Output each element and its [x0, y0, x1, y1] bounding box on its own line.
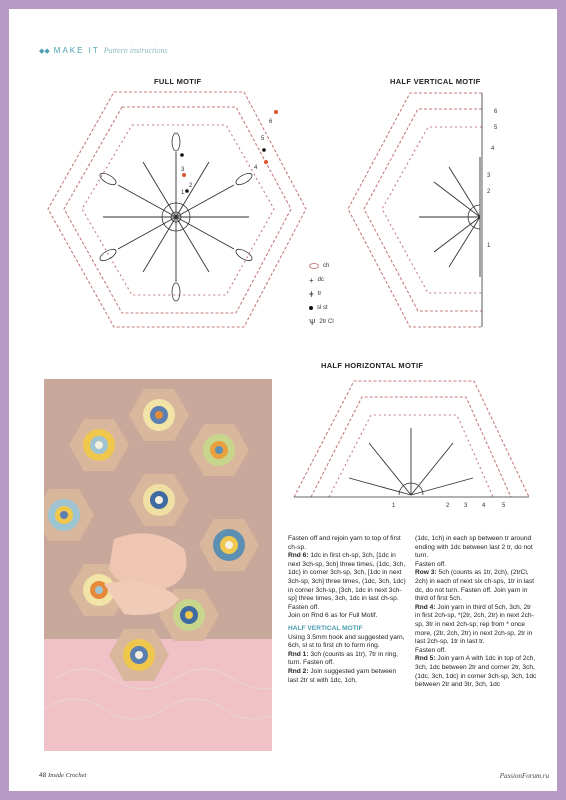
page-footer [39, 772, 86, 779]
legend-dc-label: dc [317, 277, 325, 283]
hv-label-5: 5 [494, 125, 498, 131]
page-number: 48 [39, 772, 47, 779]
col2-row3 [415, 569, 537, 603]
tr-icon: ǂ [309, 289, 314, 299]
legend-slst [309, 301, 334, 315]
hv-label-1: 1 [487, 243, 491, 249]
hv-label-4: 4 [491, 146, 495, 152]
row3-text: 5ch (counts as 1tr, 2ch), (2trCl, 2ch) in each of next six ch-sps, 1tr in last dc, do not turn. Fasten off. Join yarn in third of first 5ch. [415, 569, 535, 603]
full-motif-title: FULL MOTIF [154, 77, 202, 86]
crochet-cardigan-image [44, 379, 272, 751]
section-label: MAKE IT [53, 46, 100, 55]
hh-label-1: 1 [392, 503, 396, 509]
rnd6-label: Rnd 6: [288, 552, 309, 560]
hh-label-2: 2 [446, 503, 450, 509]
legend-2tr-label: 2tr Cl [319, 319, 334, 325]
full-label-5: 5 [261, 136, 265, 142]
hh-label-4: 4 [482, 503, 486, 509]
col2-p3: Fasten off. [415, 646, 447, 654]
full-label-2: 2 [189, 183, 193, 189]
stitch-legend [309, 259, 334, 329]
legend-dc [309, 273, 334, 287]
chain-icon [309, 263, 319, 269]
rnd2-label: Rnd 2: [288, 667, 309, 675]
rnd6-text: 1dc in first ch-sp, 3ch, [1dc in next 3ch-sp, 3ch] three times, (1dc, 3ch, 1dc) in corner 3ch-sp, 3ch, [1dc in next 3ch-sp, 3ch] three times, (1dc, 3ch, 1dc) in corner 3ch-sp, [3ch, 1dc in next 3ch-sp] three times, 3ch, 1dc in last ch-sp. [288, 552, 406, 603]
page-header [39, 46, 168, 55]
col1-rnd2 [288, 668, 408, 685]
legend-tr [309, 287, 334, 301]
col1-p2: Fasten off. [288, 603, 320, 611]
half-vertical-motif-title: HALF VERTICAL MOTIF [390, 77, 481, 86]
hv-label-3: 3 [487, 173, 491, 179]
rnd1-label: Rnd 1: [288, 650, 309, 658]
full-label-1: 1 [181, 190, 185, 196]
half-horizontal-motif-title: HALF HORIZONTAL MOTIF [321, 361, 424, 370]
half-vertical-motif-chart [344, 87, 504, 332]
row3-label: Row 3: [415, 569, 437, 577]
magazine-name: Inside Crochet [48, 772, 87, 779]
full-label-6: 6 [269, 119, 273, 125]
col2-p2: Fasten off. [415, 560, 447, 568]
instructions-column-1 [288, 535, 408, 685]
model-photo [44, 379, 272, 751]
site-watermark: PassionForum.ru [499, 772, 549, 780]
hv-label-2: 2 [487, 189, 491, 195]
dc-icon: + [309, 275, 314, 285]
col2-p1: (1dc, 1ch) in each sp between tr around ending with 1dc between last 2 tr, do not turn. [415, 535, 533, 560]
col2-rnd5 [415, 655, 537, 689]
full-label-3: 3 [181, 167, 185, 173]
col1-p4: Using 3.5mm hook and suggested yarn, 6ch, sl st to first ch to form ring. [288, 633, 405, 650]
legend-ch-label: ch [323, 263, 330, 269]
legend-tr-label: tr [317, 291, 322, 297]
hh-label-3: 3 [464, 503, 468, 509]
rnd5-text: Join yarn A with 1dc in top of 2ch, 3ch, 1dc between 2tr and corner 2tr, 3ch, (1dc, 3ch, 1dc) in corner 3ch-sp, 3ch, 1dc between 2tr and 3tr, 3ch, 1dc [415, 655, 537, 689]
hv-label-6: 6 [494, 109, 498, 115]
legend-ch [309, 259, 334, 273]
legend-2tr [309, 315, 334, 329]
col1-rnd1 [288, 651, 408, 668]
hh-label-5: 5 [502, 503, 506, 509]
rnd4-text: Join yarn in third of 5ch, 3ch, 2tr in first 2ch-sp, *(2tr, 2ch, 2tr) in next 2ch-sp, 3tr in next 2ch-sp; rep from * once more, (2tr, 2ch, 2tr) in next 2ch-sp, 2tr in last 2ch-sp, 1tr in last tr. [415, 603, 534, 646]
half-vertical-section-heading: HALF VERTICAL MOTIF [288, 624, 363, 632]
instructions-column-2 [415, 535, 537, 690]
half-horizontal-motif-chart [289, 373, 534, 513]
double-arrow-icon: ◆◆ [39, 48, 50, 55]
col1-rnd6 [288, 552, 408, 604]
magazine-page [9, 9, 557, 791]
rnd5-label: Rnd 5: [415, 655, 436, 663]
legend-slst-label: sl st [317, 305, 328, 311]
full-label-4: 4 [254, 165, 258, 171]
rnd2-text: Join suggested yarn between last 2tr st with 1dc, 1ch, [288, 667, 397, 684]
section-subtitle: Pattern instructions [103, 46, 168, 55]
cluster-icon: Ѱ [309, 317, 316, 327]
col1-p1: Fasten off and rejoin yarn to top of first ch-sp. [288, 535, 401, 551]
rnd1-text: 3ch (counts as 1tr), 7tr in ring, turn. Fasten off. [288, 650, 398, 667]
slst-icon [309, 306, 313, 310]
full-motif-chart [44, 87, 309, 332]
col1-p3: Join on Rnd 6 as for Full Motif. [288, 612, 378, 620]
rnd4-label: Rnd 4: [415, 603, 436, 611]
col2-rnd4 [415, 604, 537, 647]
